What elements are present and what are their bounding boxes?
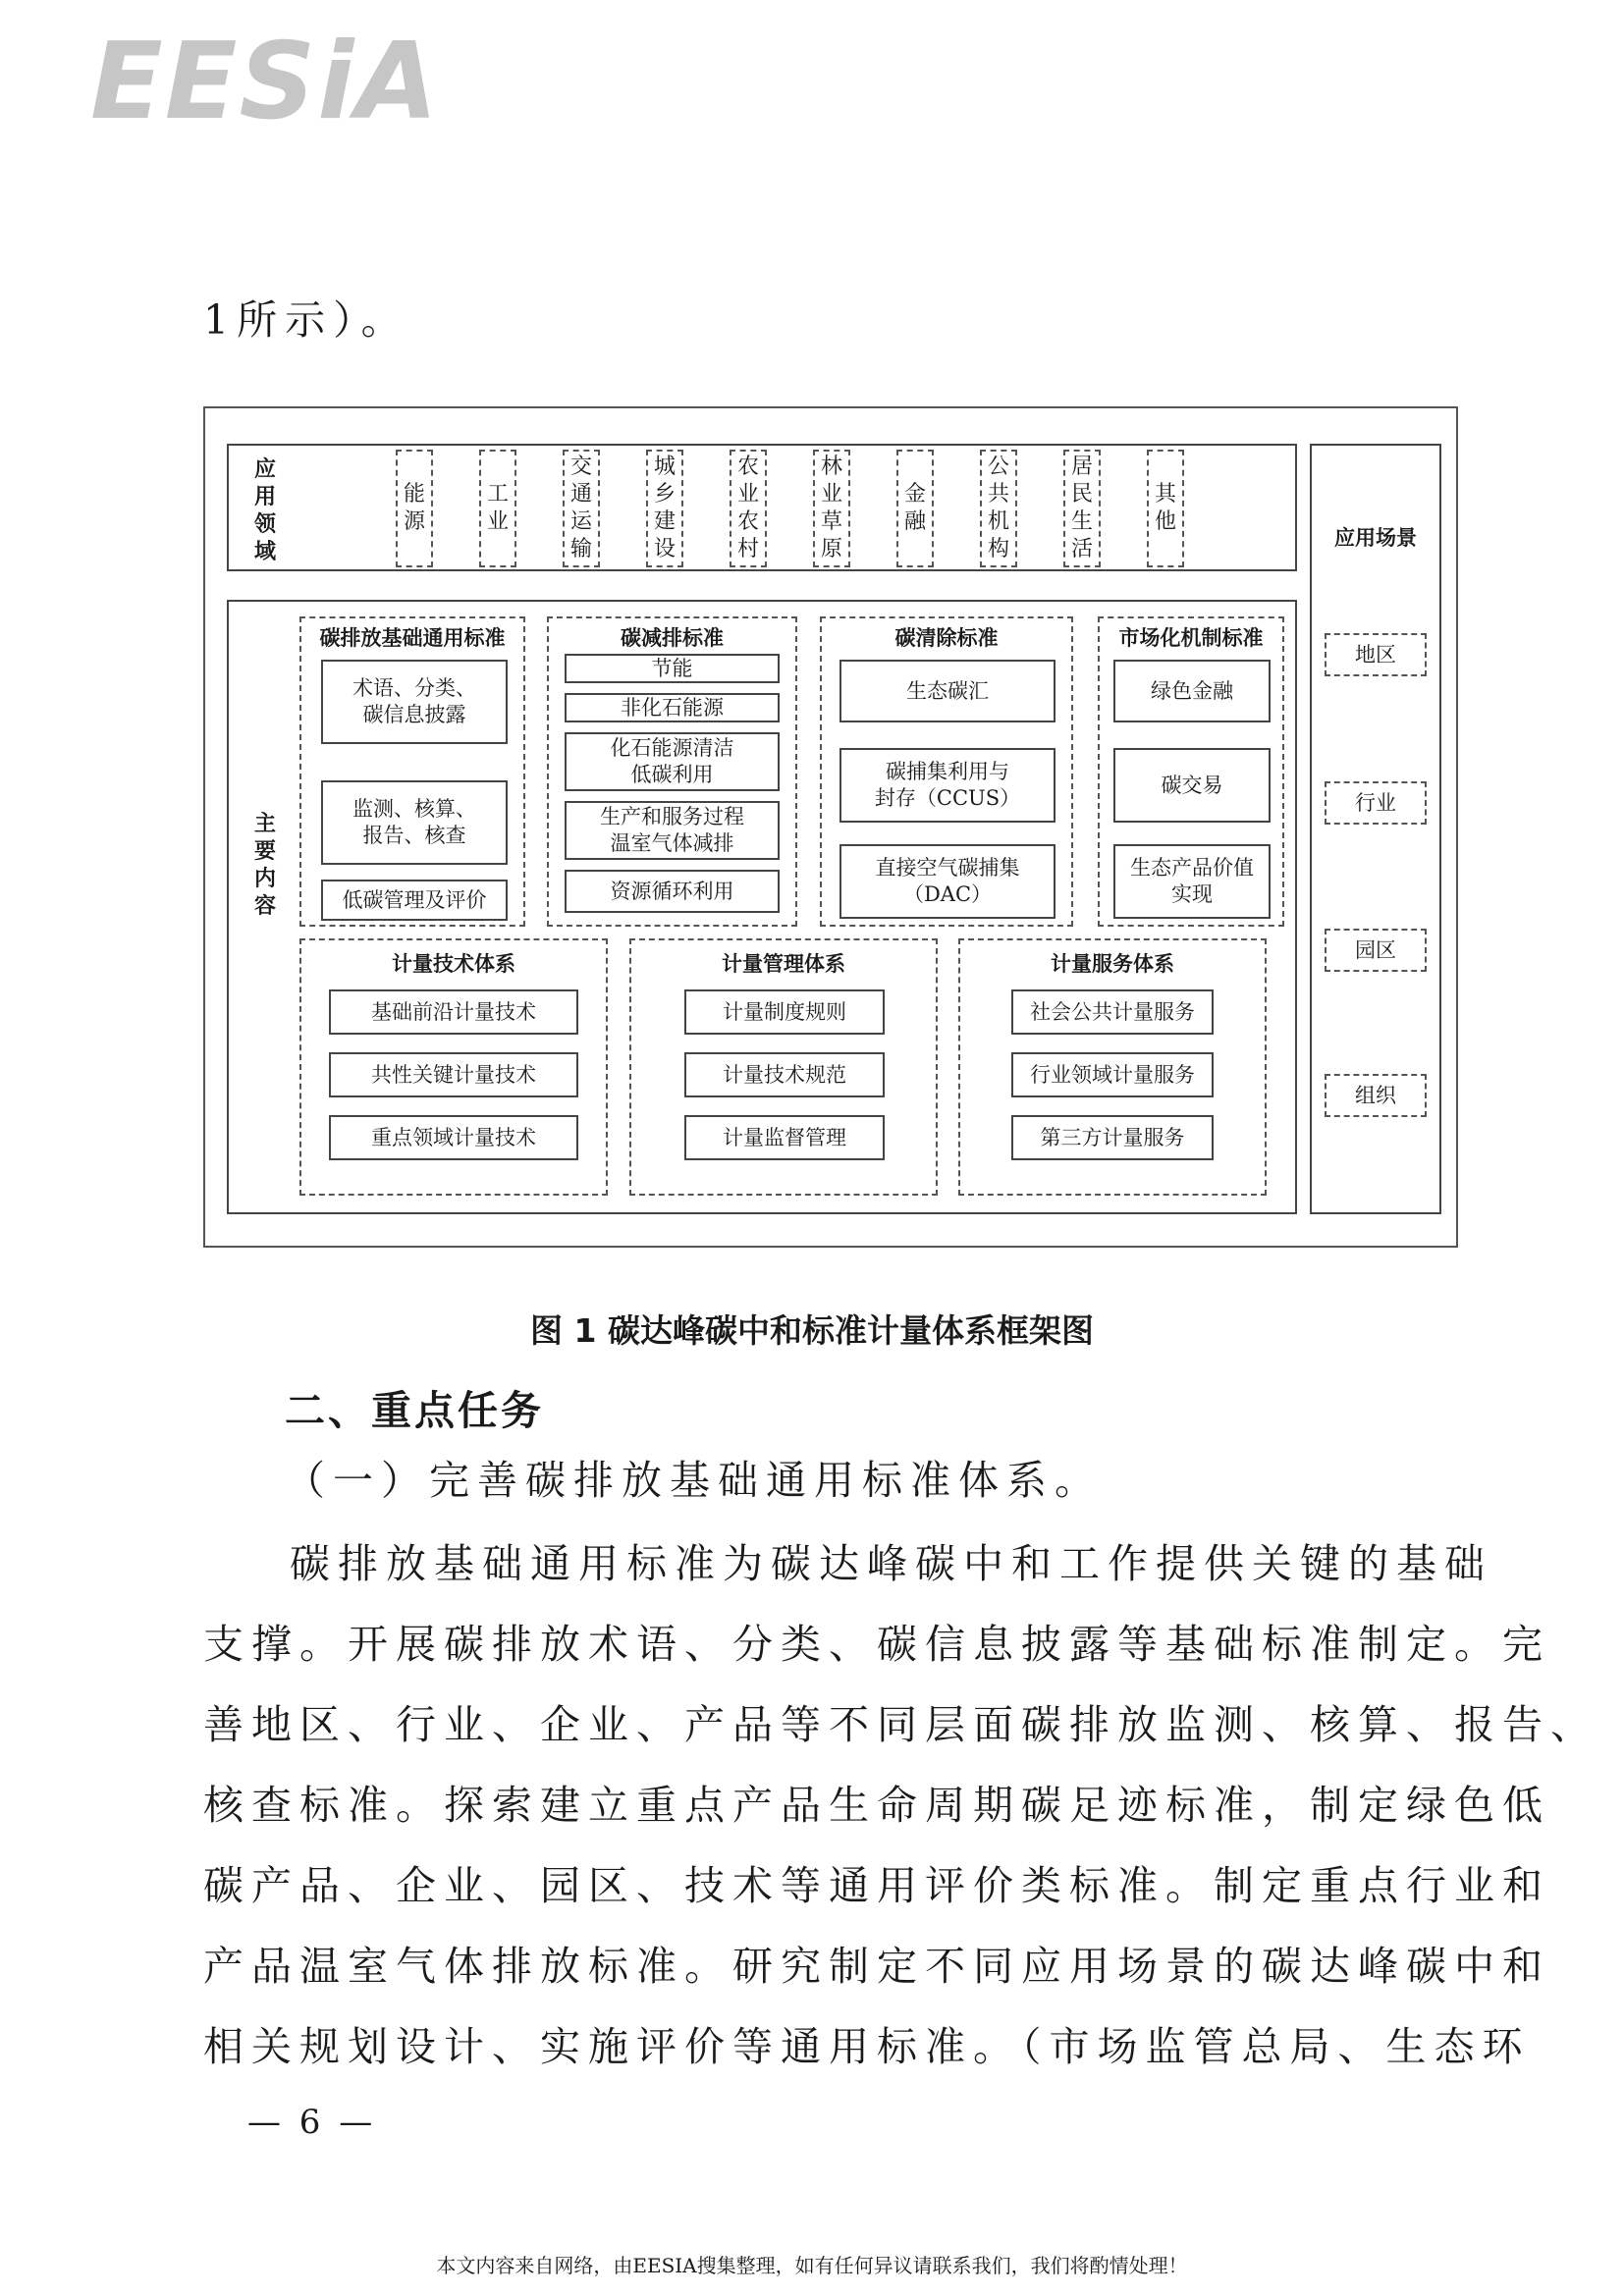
metrology-technology-system xyxy=(299,938,608,1196)
metrology-item: 社会公共计量服务 xyxy=(1011,989,1214,1035)
standard-item: 低碳管理及评价 xyxy=(321,880,508,921)
domain-agriculture: 农 业 农 村 xyxy=(730,450,767,567)
metrology-item: 行业领域计量服务 xyxy=(1011,1052,1214,1097)
metrology-item: 计量制度规则 xyxy=(684,989,885,1035)
eesia-logo: EESiA xyxy=(90,21,440,143)
domain-transport: 交 通 运 输 xyxy=(563,450,600,567)
standard-item: 生态碳汇 xyxy=(839,660,1056,722)
standard-item: 节能 xyxy=(565,654,780,683)
domain-urban-rural: 城 乡 建 设 xyxy=(646,450,683,567)
paragraph-line: 碳产品、企业、园区、技术等通用评价类标准。制定重点行业和 xyxy=(203,1862,1550,1909)
application-domains-label: 应 用 领 域 xyxy=(253,456,276,564)
scenario-park: 园区 xyxy=(1325,929,1427,972)
group-title: 碳减排标准 xyxy=(621,625,724,650)
intro-fragment: 1所示）。 xyxy=(203,296,409,344)
main-content-label: 主 要 内 容 xyxy=(253,811,276,919)
domain-public-institutions: 公 共 机 构 xyxy=(980,450,1017,567)
standard-item: 生产和服务过程 温室气体减排 xyxy=(565,801,780,860)
page-number: — 6 — xyxy=(247,2103,377,2142)
metrology-management-system xyxy=(629,938,938,1196)
group-title: 碳清除标准 xyxy=(894,625,999,650)
scenario-region: 地区 xyxy=(1325,633,1427,676)
scenario-industry: 行业 xyxy=(1325,781,1427,825)
standard-item: 监测、核算、 报告、核查 xyxy=(321,780,508,865)
paragraph-line: 相关规划设计、实施评价等通用标准。（市场监管总局、生态环 xyxy=(203,2023,1531,2070)
metrology-item: 共性关键计量技术 xyxy=(329,1052,578,1097)
paragraph-line: 善地区、行业、企业、产品等不同层面碳排放监测、核算、报告、 xyxy=(203,1701,1598,1748)
domain-industry: 工 业 xyxy=(479,450,516,567)
footer-note: 本文内容来自网络，由EESIA搜集整理，如有任何异议请联系我们，我们将酌情处理！ xyxy=(436,2254,1188,2277)
standard-item: 碳捕集利用与 封存（CCUS） xyxy=(839,748,1056,823)
group-carbon-reduction xyxy=(547,616,797,927)
group-title: 计量技术体系 xyxy=(392,951,515,976)
standard-item: 资源循环利用 xyxy=(565,870,780,913)
metrology-item: 基础前沿计量技术 xyxy=(329,989,578,1035)
domain-other: 其 他 xyxy=(1147,450,1184,567)
metrology-item: 计量监督管理 xyxy=(684,1115,885,1160)
group-carbon-emission-basic xyxy=(299,616,525,927)
metrology-item: 计量技术规范 xyxy=(684,1052,885,1097)
group-title: 计量管理体系 xyxy=(722,951,845,976)
domain-residential: 居 民 生 活 xyxy=(1063,450,1101,567)
standard-item: 直接空气碳捕集 （DAC） xyxy=(839,844,1056,919)
paragraph-line: 核查标准。探索建立重点产品生命周期碳足迹标准，制定绿色低 xyxy=(203,1782,1550,1829)
group-title: 碳排放基础通用标准 xyxy=(319,625,506,650)
standard-item: 碳交易 xyxy=(1113,748,1271,823)
standard-item: 化石能源清洁 低碳利用 xyxy=(565,732,780,791)
scenarios-title: 应用场景 xyxy=(1334,525,1417,550)
metrology-item: 重点领域计量技术 xyxy=(329,1115,578,1160)
group-market-mechanism xyxy=(1098,616,1284,927)
standard-item: 非化石能源 xyxy=(565,693,780,722)
main-content-box xyxy=(227,600,1297,1214)
domain-forestry: 林 业 草 原 xyxy=(813,450,850,567)
metrology-item: 第三方计量服务 xyxy=(1011,1115,1214,1160)
group-title: 市场化机制标准 xyxy=(1118,625,1264,650)
paragraph-line: 产品温室气体排放标准。研究制定不同应用场景的碳达峰碳中和 xyxy=(203,1943,1550,1990)
section-heading: 二、重点任务 xyxy=(285,1387,544,1434)
application-domains-box xyxy=(227,444,1297,571)
domain-energy: 能 源 xyxy=(396,450,433,567)
paragraph-line: 碳排放基础通用标准为碳达峰碳中和工作提供关键的基础 xyxy=(290,1540,1492,1587)
subsection-heading: （一）完善碳排放基础通用标准体系。 xyxy=(285,1457,1103,1504)
group-carbon-removal xyxy=(820,616,1073,927)
standard-item: 绿色金融 xyxy=(1113,660,1271,722)
standard-item: 生态产品价值 实现 xyxy=(1113,844,1271,919)
group-title: 计量服务体系 xyxy=(1051,951,1174,976)
figure-caption: 图 1 碳达峰碳中和标准计量体系框架图 xyxy=(530,1311,1094,1350)
framework-diagram xyxy=(203,406,1458,1248)
application-scenarios-box xyxy=(1310,444,1441,1214)
paragraph-line: 支撑。开展碳排放术语、分类、碳信息披露等基础标准制定。完 xyxy=(203,1621,1550,1668)
standard-item: 术语、分类、 碳信息披露 xyxy=(321,660,508,744)
metrology-service-system xyxy=(958,938,1267,1196)
scenario-organization: 组织 xyxy=(1325,1074,1427,1117)
domain-finance: 金 融 xyxy=(896,450,934,567)
